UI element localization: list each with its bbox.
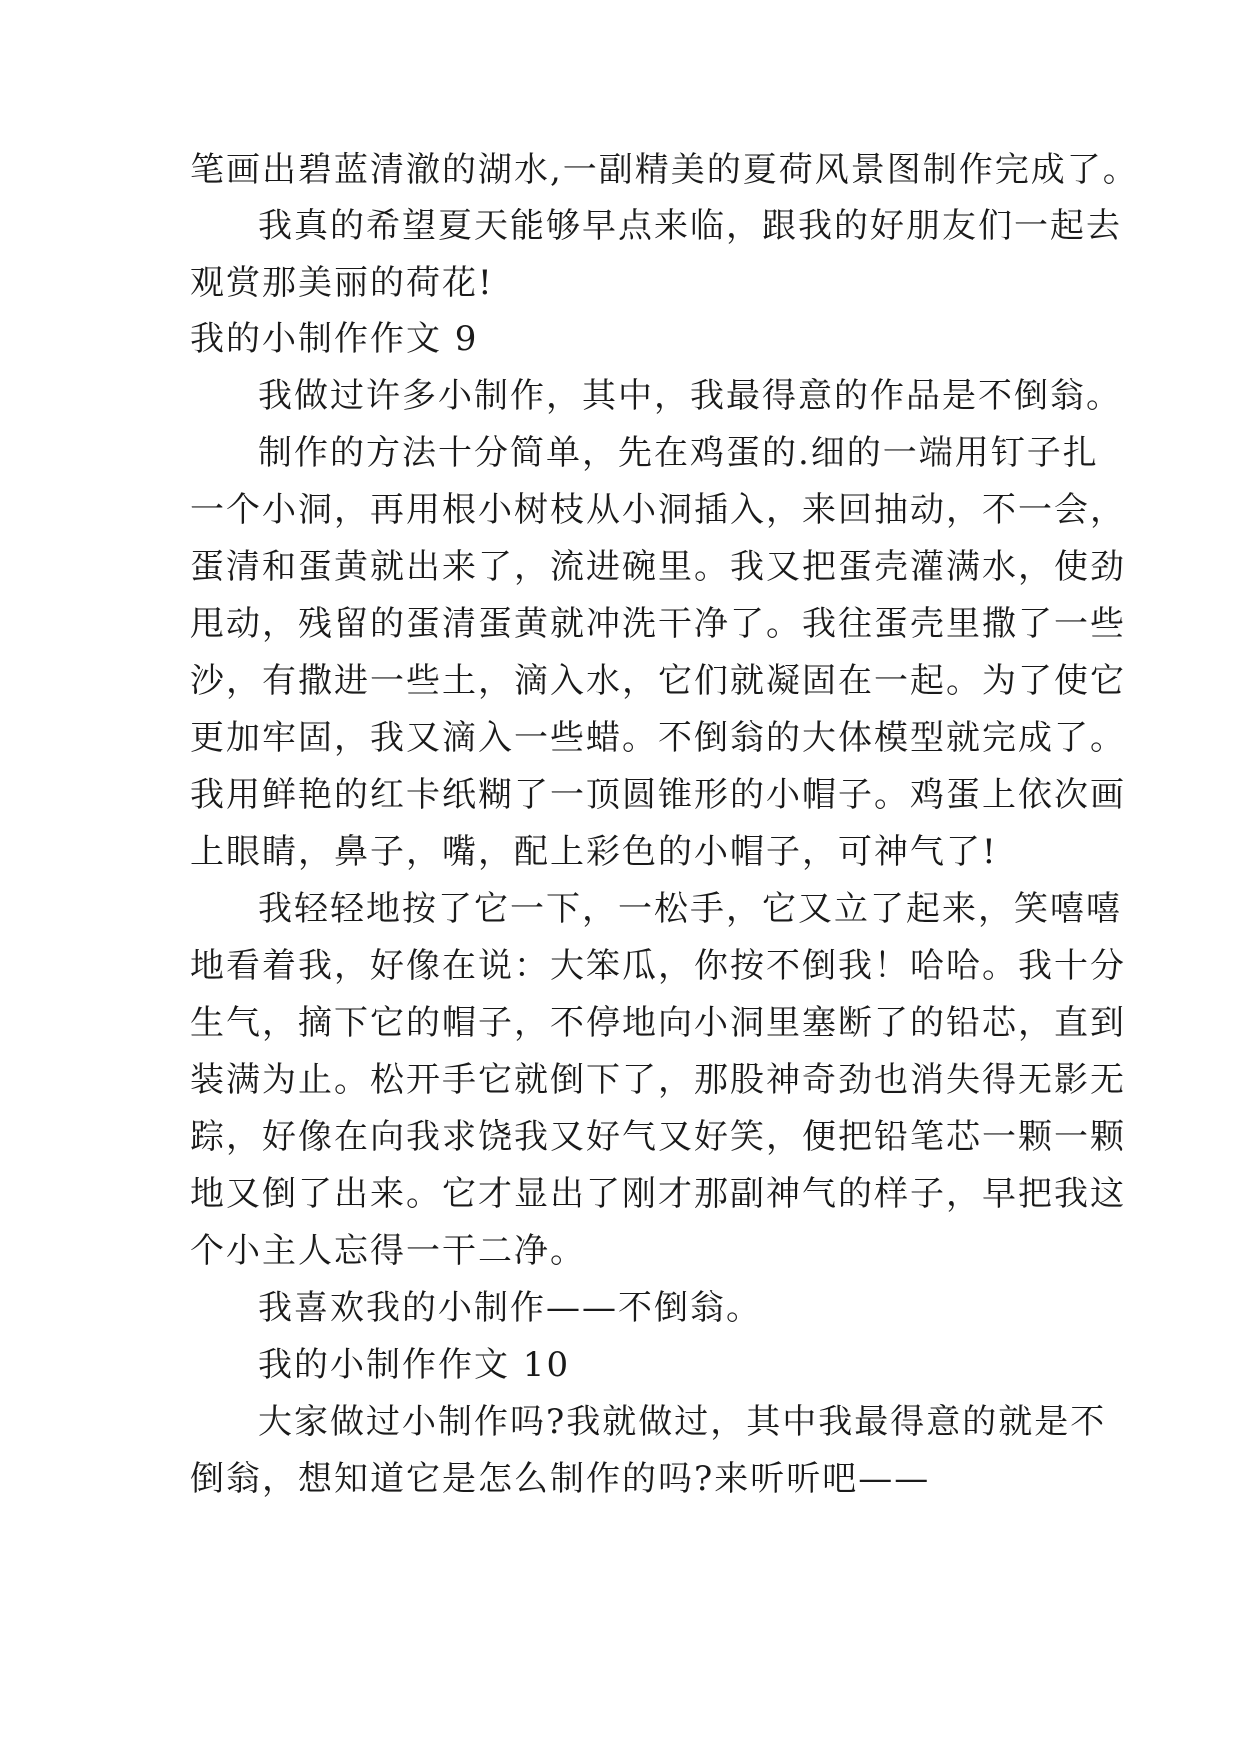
text-line: 我喜欢我的小制作——不倒翁。 [258, 1288, 762, 1328]
text-line: 上眼睛，鼻子，嘴，配上彩色的小帽子，可神气了! [190, 832, 998, 872]
text-line: 蛋清和蛋黄就出来了，流进碗里。我又把蛋壳灌满水，使劲 [190, 547, 1126, 587]
text-line: 沙，有撒进一些土，滴入水，它们就凝固在一起。为了使它 [190, 661, 1126, 701]
text-line: 地看着我，好像在说：大笨瓜，你按不倒我！哈哈。我十分 [190, 946, 1126, 986]
text-line: 我做过许多小制作，其中，我最得意的作品是不倒翁。 [258, 376, 1122, 416]
text-line: 更加牢固，我又滴入一些蜡。不倒翁的大体模型就完成了。 [190, 718, 1126, 758]
section-heading: 我的小制作作文 10 [258, 1345, 571, 1385]
text-line: 生气，摘下它的帽子，不停地向小洞里塞断了的铅芯，直到 [190, 1003, 1126, 1043]
text-line: 个小主人忘得一干二净。 [190, 1231, 586, 1271]
text-line: 笔画出碧蓝清澈的湖水,一副精美的夏荷风景图制作完成了。 [190, 150, 1139, 190]
text-line: 我真的希望夏天能够早点来临，跟我的好朋友们一起去 [258, 206, 1122, 246]
text-line: 倒翁，想知道它是怎么制作的吗?来听听吧—— [190, 1459, 931, 1499]
text-line: 我轻轻地按了它一下，一松手，它又立了起来，笑嘻嘻 [258, 889, 1122, 929]
text-line: 制作的方法十分简单，先在鸡蛋的.细的一端用钉子扎 [258, 433, 1099, 473]
section-heading: 我的小制作作文 9 [190, 319, 479, 359]
text-line: 装满为止。松开手它就倒下了，那股神奇劲也消失得无影无 [190, 1060, 1126, 1100]
text-line: 观赏那美丽的荷花! [190, 263, 494, 303]
text-line: 地又倒了出来。它才显出了刚才那副神气的样子，早把我这 [190, 1174, 1126, 1214]
text-line: 我用鲜艳的红卡纸糊了一顶圆锥形的小帽子。鸡蛋上依次画 [190, 775, 1126, 815]
text-line: 踪，好像在向我求饶我又好气又好笑，便把铅笔芯一颗一颗 [190, 1117, 1126, 1157]
text-line: 一个小洞，再用根小树枝从小洞插入，来回抽动，不一会， [190, 490, 1126, 530]
text-line: 甩动，残留的蛋清蛋黄就冲洗干净了。我往蛋壳里撒了一些 [190, 604, 1126, 644]
text-line: 大家做过小制作吗?我就做过，其中我最得意的就是不 [258, 1402, 1107, 1442]
